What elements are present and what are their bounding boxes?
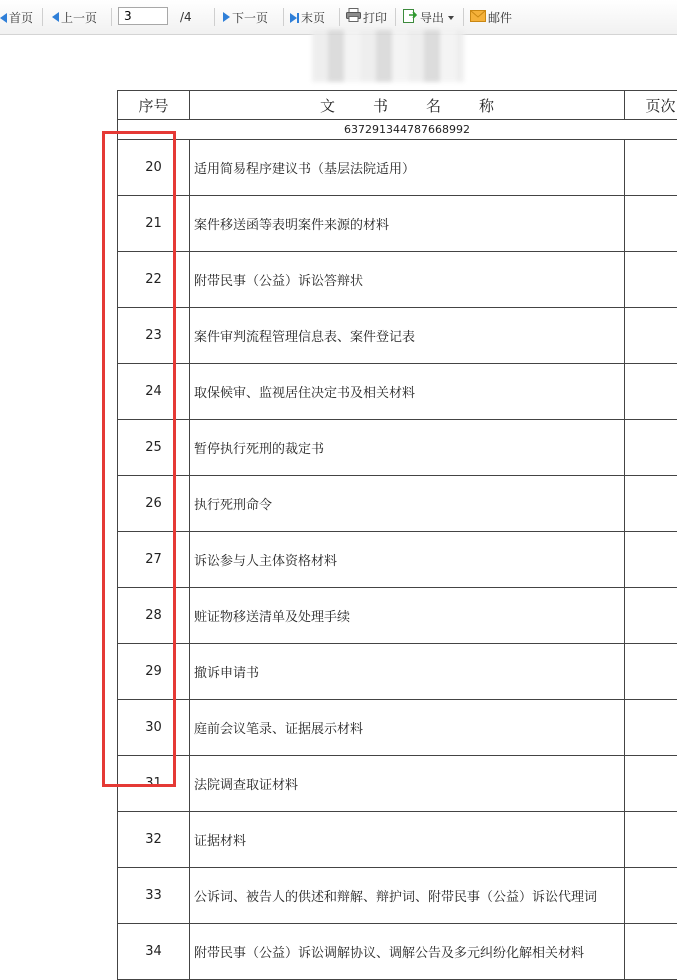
row-number: 32 — [118, 812, 190, 868]
row-number: 25 — [118, 420, 190, 476]
row-doc-name: 执行死刑命令 — [190, 476, 625, 532]
row-doc-name: 适用简易程序建议书（基层法院适用） — [190, 140, 625, 196]
row-page — [625, 756, 677, 812]
table-row — [118, 588, 677, 644]
row-page — [625, 140, 677, 196]
row-doc-name: 诉讼参与人主体资格材料 — [190, 532, 625, 588]
page-total: /4 — [180, 8, 192, 26]
row-doc-name: 案件移送函等表明案件来源的材料 — [190, 196, 625, 252]
row-doc-name: 庭前会议笔录、证据展示材料 — [190, 700, 625, 756]
toolbar-divider — [42, 8, 43, 26]
table-row — [118, 812, 677, 868]
toolbar-divider — [214, 8, 215, 26]
row-page — [625, 252, 677, 308]
row-number: 24 — [118, 364, 190, 420]
row-number: 34 — [118, 924, 190, 980]
case-code: 637291344787668992 — [118, 120, 677, 140]
case-code-row — [118, 120, 677, 140]
table-header-row — [118, 91, 677, 120]
document-index-table — [117, 90, 659, 980]
mail-icon — [470, 9, 486, 27]
table-row — [118, 756, 677, 812]
row-page — [625, 196, 677, 252]
table-row — [118, 924, 677, 980]
first-page-icon — [0, 13, 7, 23]
row-page — [625, 700, 677, 756]
prev-page-button[interactable]: 上一页 — [52, 8, 97, 26]
prev-page-icon — [52, 9, 59, 27]
first-page-button[interactable]: 首页 — [0, 8, 33, 26]
last-page-icon — [290, 13, 299, 23]
page-number-input[interactable] — [118, 7, 168, 25]
row-doc-name: 案件审判流程管理信息表、案件登记表 — [190, 308, 625, 364]
row-page — [625, 420, 677, 476]
table-row — [118, 420, 677, 476]
toolbar-divider — [339, 8, 340, 26]
table-row — [118, 308, 677, 364]
print-button[interactable]: 打印 — [346, 8, 387, 26]
redacted-title — [312, 30, 464, 82]
row-number: 33 — [118, 868, 190, 924]
table-row — [118, 532, 677, 588]
row-doc-name: 附带民事（公益）诉讼调解协议、调解公告及多元纠纷化解相关材料 — [190, 924, 625, 980]
row-doc-name: 附带民事（公益）诉讼答辩状 — [190, 252, 625, 308]
last-page-button[interactable]: 末页 — [290, 8, 325, 26]
row-number: 22 — [118, 252, 190, 308]
row-doc-name: 取保候审、监视居住决定书及相关材料 — [190, 364, 625, 420]
table-row — [118, 868, 677, 924]
row-doc-name: 法院调查取证材料 — [190, 756, 625, 812]
table-row — [118, 252, 677, 308]
row-doc-name: 证据材料 — [190, 812, 625, 868]
row-doc-name: 暂停执行死刑的裁定书 — [190, 420, 625, 476]
row-doc-name: 公诉词、被告人的供述和辩解、辩护词、附带民事（公益）诉讼代理词 — [190, 868, 625, 924]
row-number: 28 — [118, 588, 190, 644]
export-button[interactable]: 导出 — [403, 8, 454, 26]
printer-icon — [346, 8, 361, 27]
row-number: 31 — [118, 756, 190, 812]
header-doc-name: 文书名称 — [190, 91, 625, 120]
row-page — [625, 364, 677, 420]
row-doc-name: 撤诉申请书 — [190, 644, 625, 700]
row-page — [625, 532, 677, 588]
row-page — [625, 924, 677, 980]
table-row — [118, 364, 677, 420]
row-page — [625, 812, 677, 868]
row-number: 30 — [118, 700, 190, 756]
row-number: 29 — [118, 644, 190, 700]
export-icon — [403, 8, 418, 28]
row-number: 20 — [118, 140, 190, 196]
table-row — [118, 700, 677, 756]
table-row — [118, 140, 677, 196]
row-page — [625, 308, 677, 364]
next-page-button[interactable]: 下一页 — [223, 8, 268, 26]
toolbar-divider — [395, 8, 396, 26]
table-row — [118, 196, 677, 252]
mail-button[interactable]: 邮件 — [470, 8, 512, 26]
row-number: 23 — [118, 308, 190, 364]
toolbar-divider — [111, 8, 112, 26]
row-page — [625, 588, 677, 644]
row-page — [625, 476, 677, 532]
row-doc-name: 赃证物移送清单及处理手续 — [190, 588, 625, 644]
table-row — [118, 644, 677, 700]
row-page — [625, 644, 677, 700]
table-row — [118, 476, 677, 532]
next-page-icon — [223, 9, 230, 27]
chevron-down-icon — [448, 16, 454, 20]
row-number: 21 — [118, 196, 190, 252]
toolbar-divider — [283, 8, 284, 26]
row-number: 26 — [118, 476, 190, 532]
row-page — [625, 868, 677, 924]
row-number: 27 — [118, 532, 190, 588]
header-seq: 序号 — [118, 91, 190, 120]
header-page: 页次 — [625, 91, 677, 120]
toolbar-divider — [463, 8, 464, 26]
